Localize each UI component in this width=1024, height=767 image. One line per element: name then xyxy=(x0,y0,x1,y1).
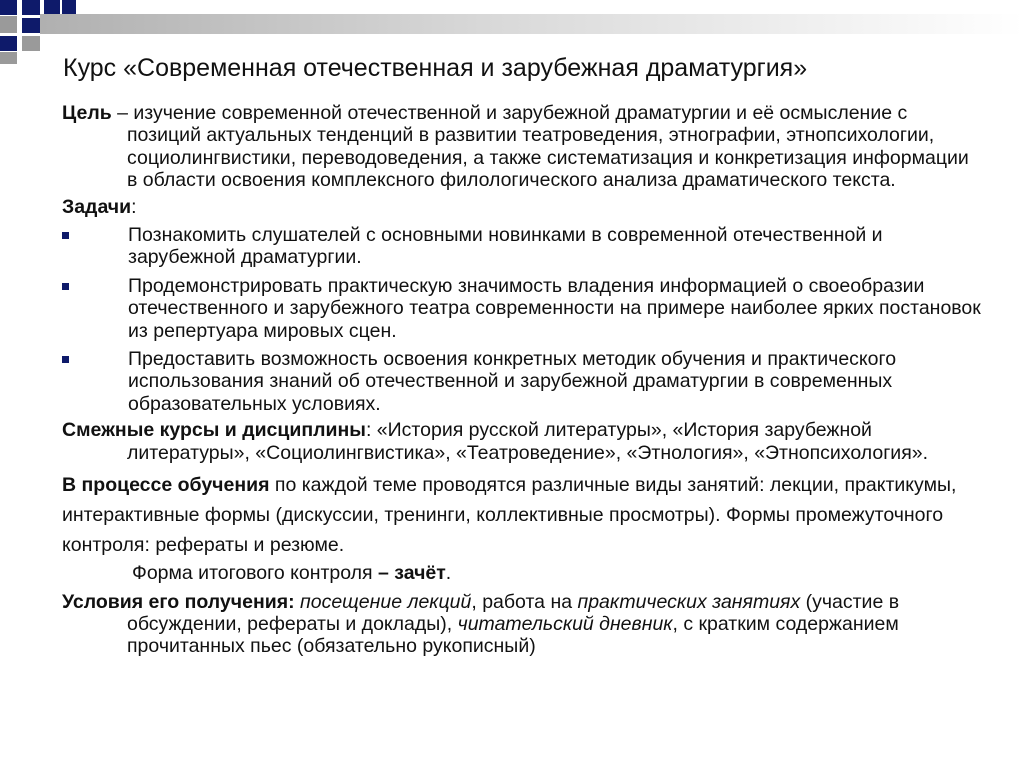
process-text: по каждой теме проводятся различные виды занятий: лекции, практикумы, интерактивные формы (дискуссии, тренинги, коллективные просмотры). Формы промежуточного контроля: рефераты и резюме. xyxy=(62,474,957,557)
list-item xyxy=(62,224,982,269)
related-paragraph xyxy=(62,419,982,464)
conditions-label: Условия его получения: xyxy=(62,590,295,613)
square-bullet-icon xyxy=(62,232,69,239)
conditions-paragraph: Условия его получения: посещение лекций, работа на практических занятиях (участие в обсуждении, рефераты и доклады), читательский дневник, с кратким содержанием прочитанных пьес (обязательно рукописный) xyxy=(62,590,900,658)
goal-paragraph xyxy=(62,102,982,192)
slide-title: Курс «Современная отечественная и зарубежная драматургия» xyxy=(63,54,808,82)
list-item xyxy=(62,275,982,342)
square-bullet-icon xyxy=(62,283,69,290)
header-gradient-bar xyxy=(40,14,1024,34)
goal-label: Цель xyxy=(62,102,112,124)
deco-square xyxy=(62,0,76,14)
deco-square xyxy=(0,52,17,64)
final-control-value: – зачёт xyxy=(378,562,446,585)
list-item xyxy=(62,348,982,415)
deco-square xyxy=(0,0,17,15)
deco-square xyxy=(44,0,60,15)
task-text: Продемонстрировать практическую значимость владения информацией о своеобразии отечественного и зарубежного театра современности на примере наиболее ярких постановок из репертуара мировых сцен. xyxy=(128,274,981,342)
deco-square xyxy=(22,36,40,51)
process-label: В процессе обучения xyxy=(62,474,270,497)
deco-square xyxy=(0,36,17,51)
deco-square xyxy=(22,0,40,15)
goal-text: – изучение современной отечественной и зарубежной драматургии и её осмысление с позиций актуальных тенденций в развитии театроведения, этнографии, этнопсихологии, социолингвистики, переводоведения, а также систематизация и конкретизация информации в области освоения комплексного филологического анализа драматического текста. xyxy=(111,102,969,192)
final-control: Форма итогового контроля – зачёт. xyxy=(132,562,452,585)
tasks-label: Задачи xyxy=(62,195,132,218)
task-text: Познакомить слушателей с основными новинками в современной отечественной и зарубежной драматургии. xyxy=(128,224,883,269)
related-text: : «История русской литературы», «История зарубежной литературы», «Социолингвистика», «Театроведение», «Этнология», «Этнопсихология». xyxy=(127,419,929,464)
square-bullet-icon xyxy=(62,356,69,363)
task-text: Предоставить возможность освоения конкретных методик обучения и практического использования знаний об отечественной и зарубежной драматургии в современных образовательных условиях. xyxy=(128,348,897,415)
tasks-heading: Задачи: xyxy=(62,195,137,218)
deco-square xyxy=(0,16,17,33)
deco-square xyxy=(22,18,40,33)
related-label: Смежные курсы и дисциплины xyxy=(62,419,366,442)
slide-body xyxy=(62,102,982,658)
process-paragraph xyxy=(62,470,982,560)
